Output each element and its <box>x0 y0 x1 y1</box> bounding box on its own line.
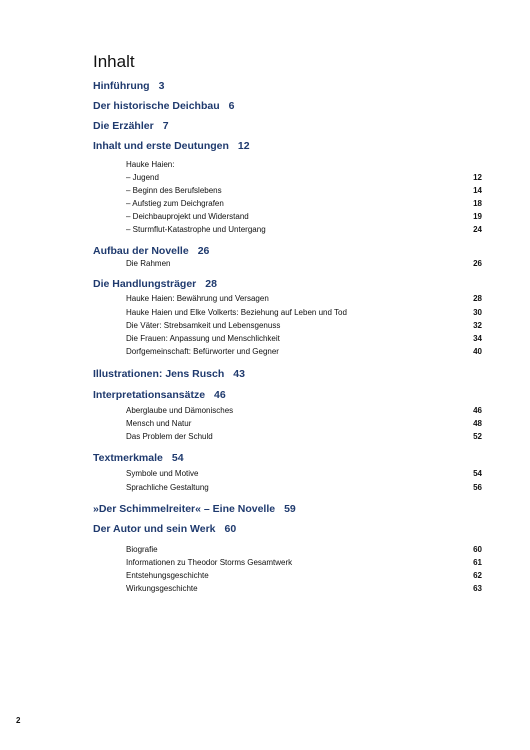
entry-page: 18 <box>473 199 482 208</box>
toc-section[interactable] <box>93 140 250 152</box>
entry-page: 40 <box>473 347 482 356</box>
entry-label: – Aufstieg zum Deichgrafen <box>126 199 224 208</box>
section-page: 3 <box>158 80 165 92</box>
entry-label: Hauke Haien: Bewährung und Versagen <box>126 294 269 303</box>
section-page: 7 <box>162 120 169 132</box>
toc-section[interactable] <box>93 278 217 290</box>
entry-page: 56 <box>473 483 482 492</box>
entry-page: 14 <box>473 186 482 195</box>
entry-label: Die Väter: Strebsamkeit und Lebensgenuss <box>126 321 281 330</box>
entry-page: 48 <box>473 419 482 428</box>
entry-page: 32 <box>473 321 482 330</box>
entry-page: 34 <box>473 334 482 343</box>
entry-label: Sprachliche Gestaltung <box>126 483 209 492</box>
section-title: Die Handlungsträger <box>93 278 197 290</box>
entry-page: 30 <box>473 308 482 317</box>
entry-page: 63 <box>473 584 482 593</box>
entry-label: Entstehungsgeschichte <box>126 571 209 580</box>
section-title: Der historische Deichbau <box>93 100 220 112</box>
entry-page: 19 <box>473 212 482 221</box>
entry-label: – Deichbauprojekt und Widerstand <box>126 212 249 221</box>
entry-label: Das Problem der Schuld <box>126 432 213 441</box>
section-page: 54 <box>171 452 184 464</box>
entry-label: – Beginn des Berufslebens <box>126 186 222 195</box>
section-page: 59 <box>284 503 296 515</box>
section-page: 60 <box>224 523 237 535</box>
entry-page: 46 <box>473 406 482 415</box>
section-title: Inhalt und erste Deutungen <box>93 140 229 152</box>
section-page: 28 <box>205 278 217 290</box>
entry-label: Mensch und Natur <box>126 419 192 428</box>
entry-page: 62 <box>473 571 482 580</box>
toc-section[interactable] <box>93 523 236 535</box>
toc-section[interactable] <box>93 452 184 464</box>
entry-label: Symbole und Motive <box>126 469 199 478</box>
toc-section[interactable] <box>93 80 164 92</box>
section-title: Illustrationen: Jens Rusch <box>93 368 225 380</box>
entry-page: 60 <box>473 545 482 554</box>
section-title: Interpretationsansätze <box>93 389 206 401</box>
entry-label: Biografie <box>126 545 158 554</box>
entry-label: Informationen zu Theodor Storms Gesamtwerk <box>126 558 293 567</box>
entry-label: Dorfgemeinschaft: Befürworter und Gegner <box>126 347 279 356</box>
toc-section[interactable] <box>93 389 226 401</box>
toc-section[interactable] <box>93 120 169 132</box>
section-title: Aufbau der Novelle <box>93 245 189 257</box>
entry-page: 26 <box>473 259 482 268</box>
entry-page: 24 <box>473 225 482 234</box>
toc-section[interactable] <box>93 503 296 515</box>
entry-label: Wirkungsgeschichte <box>126 584 198 593</box>
section-page: 46 <box>214 389 226 401</box>
section-title: Textmerkmale <box>93 452 163 464</box>
entry-page: 52 <box>473 432 482 441</box>
entry-page: 61 <box>473 558 482 567</box>
entry-label: – Jugend <box>126 173 159 182</box>
section-title: Die Erzähler <box>93 120 154 132</box>
entry-page: 12 <box>473 173 482 182</box>
entry-page: 28 <box>473 294 482 303</box>
page-number: 2 <box>16 716 21 725</box>
section-page: 26 <box>197 245 210 257</box>
section-page: 6 <box>228 100 235 112</box>
section-page: 12 <box>237 140 250 152</box>
section-title: Hinführung <box>93 80 150 92</box>
toc-section[interactable] <box>93 368 245 380</box>
entry-label: Die Rahmen <box>126 259 171 268</box>
entry-label: Aberglaube und Dämonisches <box>126 406 234 415</box>
section-page: 43 <box>233 368 245 380</box>
entry-label: Hauke Haien: <box>126 160 175 169</box>
toc-section[interactable] <box>93 245 209 257</box>
entry-label: – Sturmflut-Katastrophe und Untergang <box>126 225 266 234</box>
entry-page: 54 <box>473 469 482 478</box>
entry-label: Die Frauen: Anpassung und Menschlichkeit <box>126 334 280 343</box>
section-title: »Der Schimmelreiter« – Eine Novelle <box>93 503 276 515</box>
entry-label: Hauke Haien und Elke Volkerts: Beziehung auf Leben und Tod <box>126 308 347 317</box>
page-title: Inhalt <box>93 52 135 71</box>
section-title: Der Autor und sein Werk <box>93 523 216 535</box>
toc-section[interactable] <box>93 100 234 112</box>
